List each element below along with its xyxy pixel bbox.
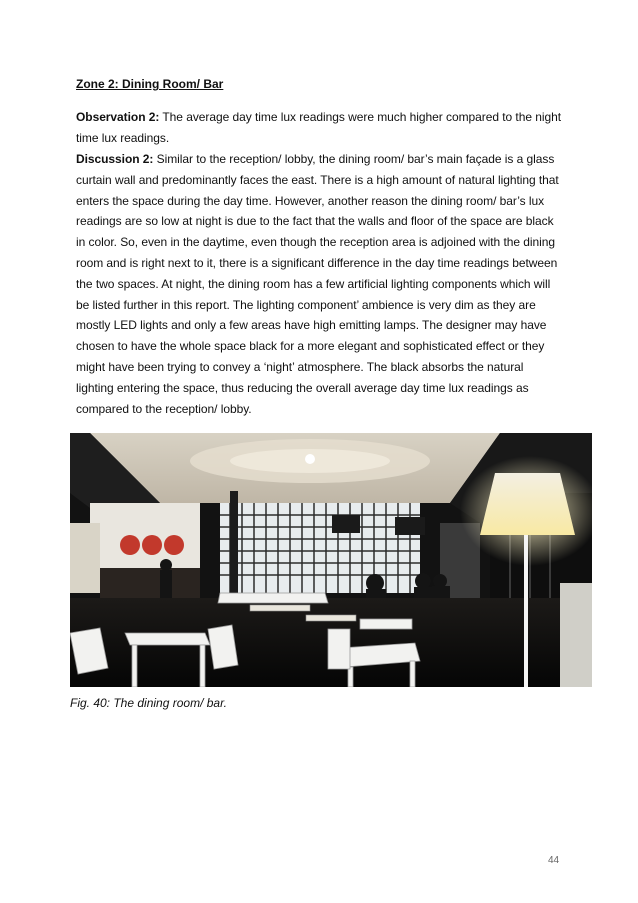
page-number: 44 [548, 855, 560, 866]
figure-caption: Fig. 40: The dining room/ bar. [70, 696, 227, 710]
observation-paragraph [76, 107, 564, 149]
observation-label: Observation 2: [76, 110, 160, 124]
section-heading: Zone 2: Dining Room/ Bar [76, 77, 224, 91]
discussion-paragraph [76, 149, 564, 419]
discussion-label: Discussion 2: [76, 152, 154, 166]
dining-room-photo [70, 433, 592, 687]
discussion-text: Similar to the reception/ lobby, the dining room/ bar’s main façade is a glass curtain wall and predominantly faces the east. There is a high amount of natural lighting that enters the space during the day time. However, another reason the dining room/ bar’s lux readings are so low at night is due to the fact that the walls and floor of the space are black in color. So, even in the daytime, even though the reception area is adjoined with the dining room and is right next to it, there is a significant difference in the day time readings between the two spaces. At night, the dining room has a few artificial lighting components which will be listed further in this report. The lighting component’ ambience is very dim as they are mostly LED lights and only a few areas have high emitting lamps. The designer may have chosen to have the whole space black for a more elegant and sophisticated effect or they might have been trying to convey a ‘night’ atmosphere. The black absorbs the natural lighting entering the space, thus reducing the overall average day time lux readings as compared to the reception/ lobby. [76, 152, 559, 416]
observation-text: The average day time lux readings were much higher compared to the night time lux readings. [76, 110, 562, 145]
